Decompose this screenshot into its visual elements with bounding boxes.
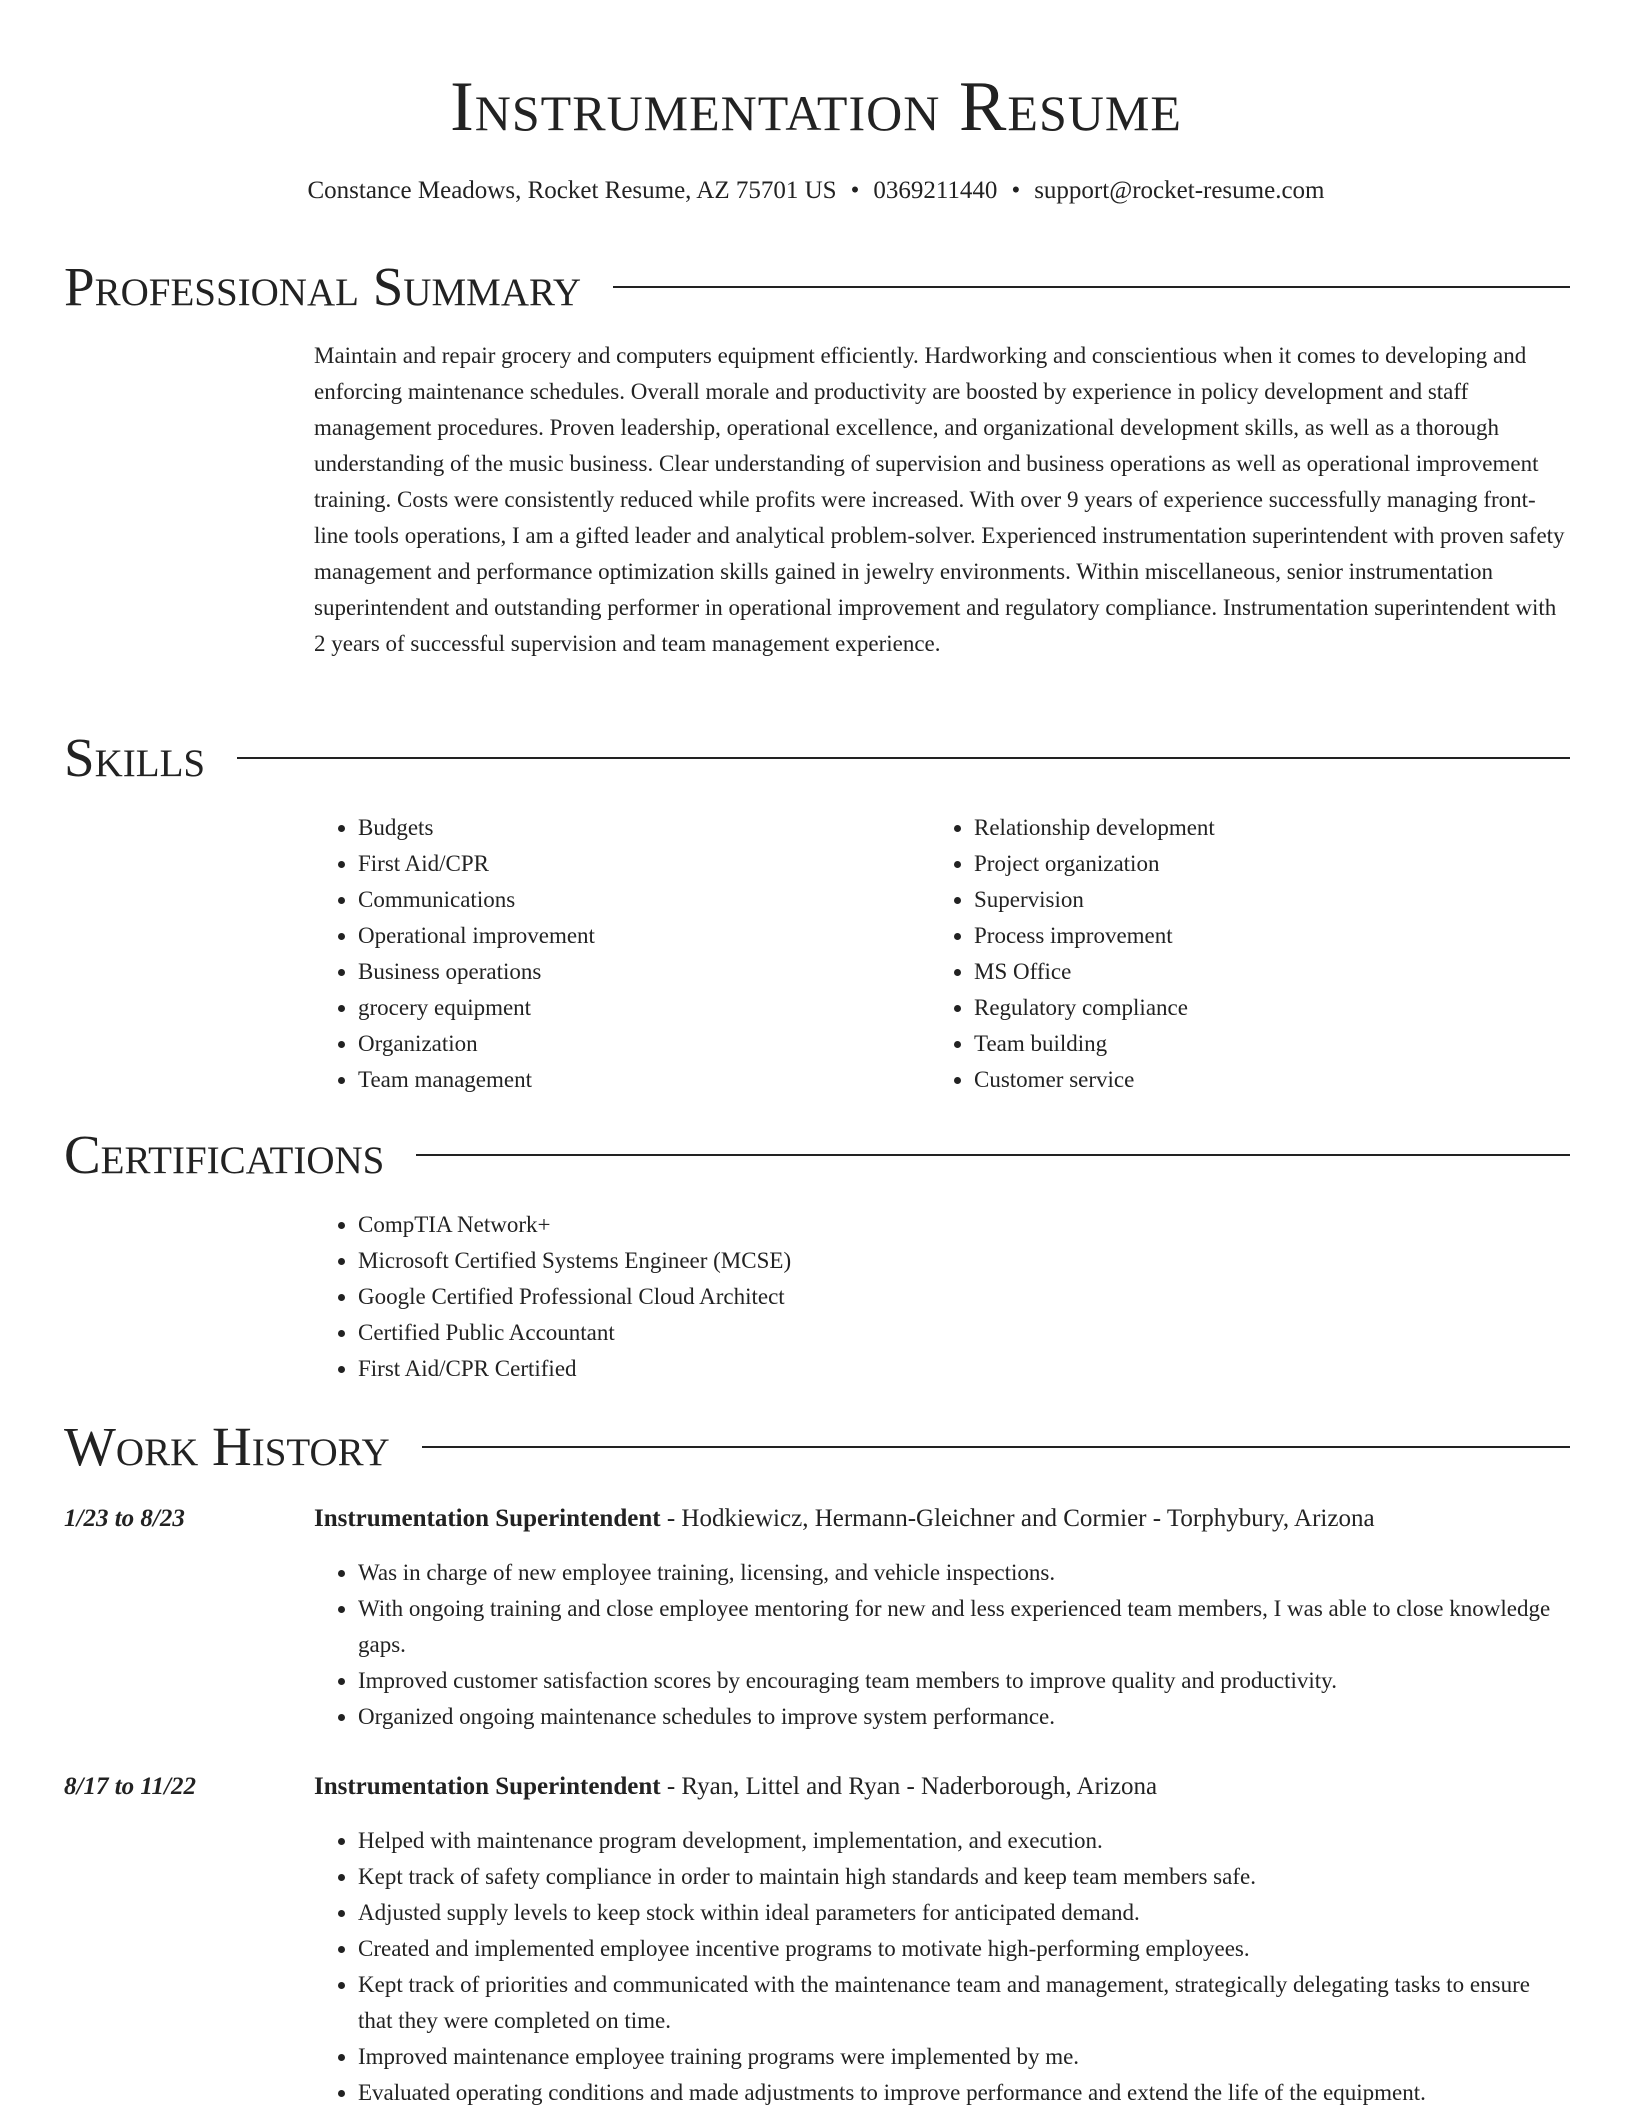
skill-item: • First Aid/CPR xyxy=(358,846,914,882)
certifications-section-header xyxy=(64,1119,1570,1191)
skill-item: • Project organization xyxy=(974,846,1570,882)
skills-column-right xyxy=(930,810,1570,1098)
job-duty-item: • Improved customer satisfaction scores by encouraging team members to improve quality and productivity. xyxy=(358,1663,1570,1699)
contact-address: Constance Meadows, Rocket Resume, AZ 75701 US xyxy=(307,177,837,204)
job-dates: 8/17 to 11/22 xyxy=(64,1773,196,1800)
job-duties xyxy=(314,1823,1570,2111)
skills-list-left xyxy=(314,810,914,1098)
job-duty-item: • Created and implemented employee incentive programs to motivate high-performing employees. xyxy=(358,1931,1570,1967)
skills-column-left xyxy=(314,810,914,1098)
certifications-list xyxy=(314,1207,791,1387)
contact-separator: • xyxy=(850,177,860,204)
skill-item: • Team building xyxy=(974,1026,1570,1062)
job-duty-item: • Kept track of priorities and communicated with the maintenance team and management, strategically delegating tasks to ensure that they were completed on time. xyxy=(358,1967,1570,2039)
job-duty-item: • With ongoing training and close employee mentoring for new and less experienced team members, I was able to close knowledge gaps. xyxy=(358,1591,1570,1663)
skills-list-right xyxy=(930,810,1570,1098)
summary-section-header xyxy=(64,251,1570,323)
skill-item: • Operational improvement xyxy=(358,918,914,954)
skill-item: • Business operations xyxy=(358,954,914,990)
skill-item: • Process improvement xyxy=(974,918,1570,954)
certification-item: • Google Certified Professional Cloud Architect xyxy=(358,1279,791,1315)
section-divider xyxy=(613,286,1570,288)
skill-item: • Organization xyxy=(358,1026,914,1062)
summary-heading: Professional Summary xyxy=(64,256,582,317)
summary-text: Maintain and repair grocery and computers equipment efficiently. Hardworking and conscientious when it comes to developing and enforcing maintenance schedules. Overall morale and productivity are boosted by experience in policy development and staff management procedures. Proven leadership, operational excellence, and organizational development skills, as well as a thorough understanding of the music business. Clear understanding of supervision and business operations as well as operational improvement training. Costs were consistently reduced while profits were increased. With over 9 years of experience successfully managing front-line tools operations, I am a gifted leader and analytical problem-solver. Experienced instrumentation superintendent with proven safety management and performance optimization skills gained in jewelry environments. Within miscellaneous, senior instrumentation superintendent and outstanding performer in operational improvement and regulatory compliance. Instrumentation superintendent with 2 years of successful supervision and team management experience. xyxy=(314,343,1565,656)
work-history-section-header xyxy=(64,1411,1570,1483)
job-header xyxy=(314,1501,1375,1537)
contact-line xyxy=(0,174,1632,208)
job-duties-list xyxy=(314,1555,1570,1735)
job-employer-location: - Ryan, Littel and Ryan - Naderborough, Arizona xyxy=(660,1773,1158,1800)
certification-item: • Microsoft Certified Systems Engineer (MCSE) xyxy=(358,1243,791,1279)
skill-item: • grocery equipment xyxy=(358,990,914,1026)
certification-item: • First Aid/CPR Certified xyxy=(358,1351,791,1387)
skill-item: • Relationship development xyxy=(974,810,1570,846)
contact-email: support@rocket-resume.com xyxy=(1034,177,1325,204)
work-history-heading: Work History xyxy=(64,1416,390,1477)
certifications-block xyxy=(314,1207,791,1387)
job-duties xyxy=(314,1555,1570,1735)
skills-heading: Skills xyxy=(64,727,206,788)
job-dates: 1/23 to 8/23 xyxy=(64,1505,185,1532)
certification-item: • Certified Public Accountant xyxy=(358,1315,791,1351)
skills-section-header xyxy=(64,722,1570,794)
job-duty-item: • Helped with maintenance program development, implementation, and execution. xyxy=(358,1823,1570,1859)
job-role: Instrumentation Superintendent xyxy=(314,1505,661,1532)
job-duty-item: • Organized ongoing maintenance schedules to improve system performance. xyxy=(358,1699,1570,1735)
job-duties-list xyxy=(314,1823,1570,2111)
document-title: Instrumentation Resume xyxy=(450,68,1182,146)
job-employer-location: - Hodkiewicz, Hermann-Gleichner and Cormier - Torphybury, Arizona xyxy=(660,1505,1375,1532)
certification-item: • CompTIA Network+ xyxy=(358,1207,791,1243)
section-divider xyxy=(416,1154,1570,1156)
job-duty-item: • Adjusted supply levels to keep stock within ideal parameters for anticipated demand. xyxy=(358,1895,1570,1931)
job-duty-item: • Evaluated operating conditions and made adjustments to improve performance and extend the life of the equipment. xyxy=(358,2075,1570,2111)
skill-item: • Supervision xyxy=(974,882,1570,918)
skill-item: • Budgets xyxy=(358,810,914,846)
job-duty-item: • Improved maintenance employee training programs were implemented by me. xyxy=(358,2039,1570,2075)
section-divider xyxy=(422,1446,1570,1448)
contact-phone: 0369211440 xyxy=(873,177,998,204)
job-role: Instrumentation Superintendent xyxy=(314,1773,661,1800)
skill-item: • Team management xyxy=(358,1062,914,1098)
job-header xyxy=(314,1769,1157,1805)
skill-item: • Communications xyxy=(358,882,914,918)
skill-item: • Regulatory compliance xyxy=(974,990,1570,1026)
certifications-heading: Certifications xyxy=(64,1124,385,1185)
job-duty-item: • Was in charge of new employee training, licensing, and vehicle inspections. xyxy=(358,1555,1570,1591)
section-divider xyxy=(237,757,1570,759)
contact-separator: • xyxy=(1011,177,1021,204)
skill-item: • Customer service xyxy=(974,1062,1570,1098)
job-duty-item: • Kept track of safety compliance in order to maintain high standards and keep team members safe. xyxy=(358,1859,1570,1895)
skill-item: • MS Office xyxy=(974,954,1570,990)
